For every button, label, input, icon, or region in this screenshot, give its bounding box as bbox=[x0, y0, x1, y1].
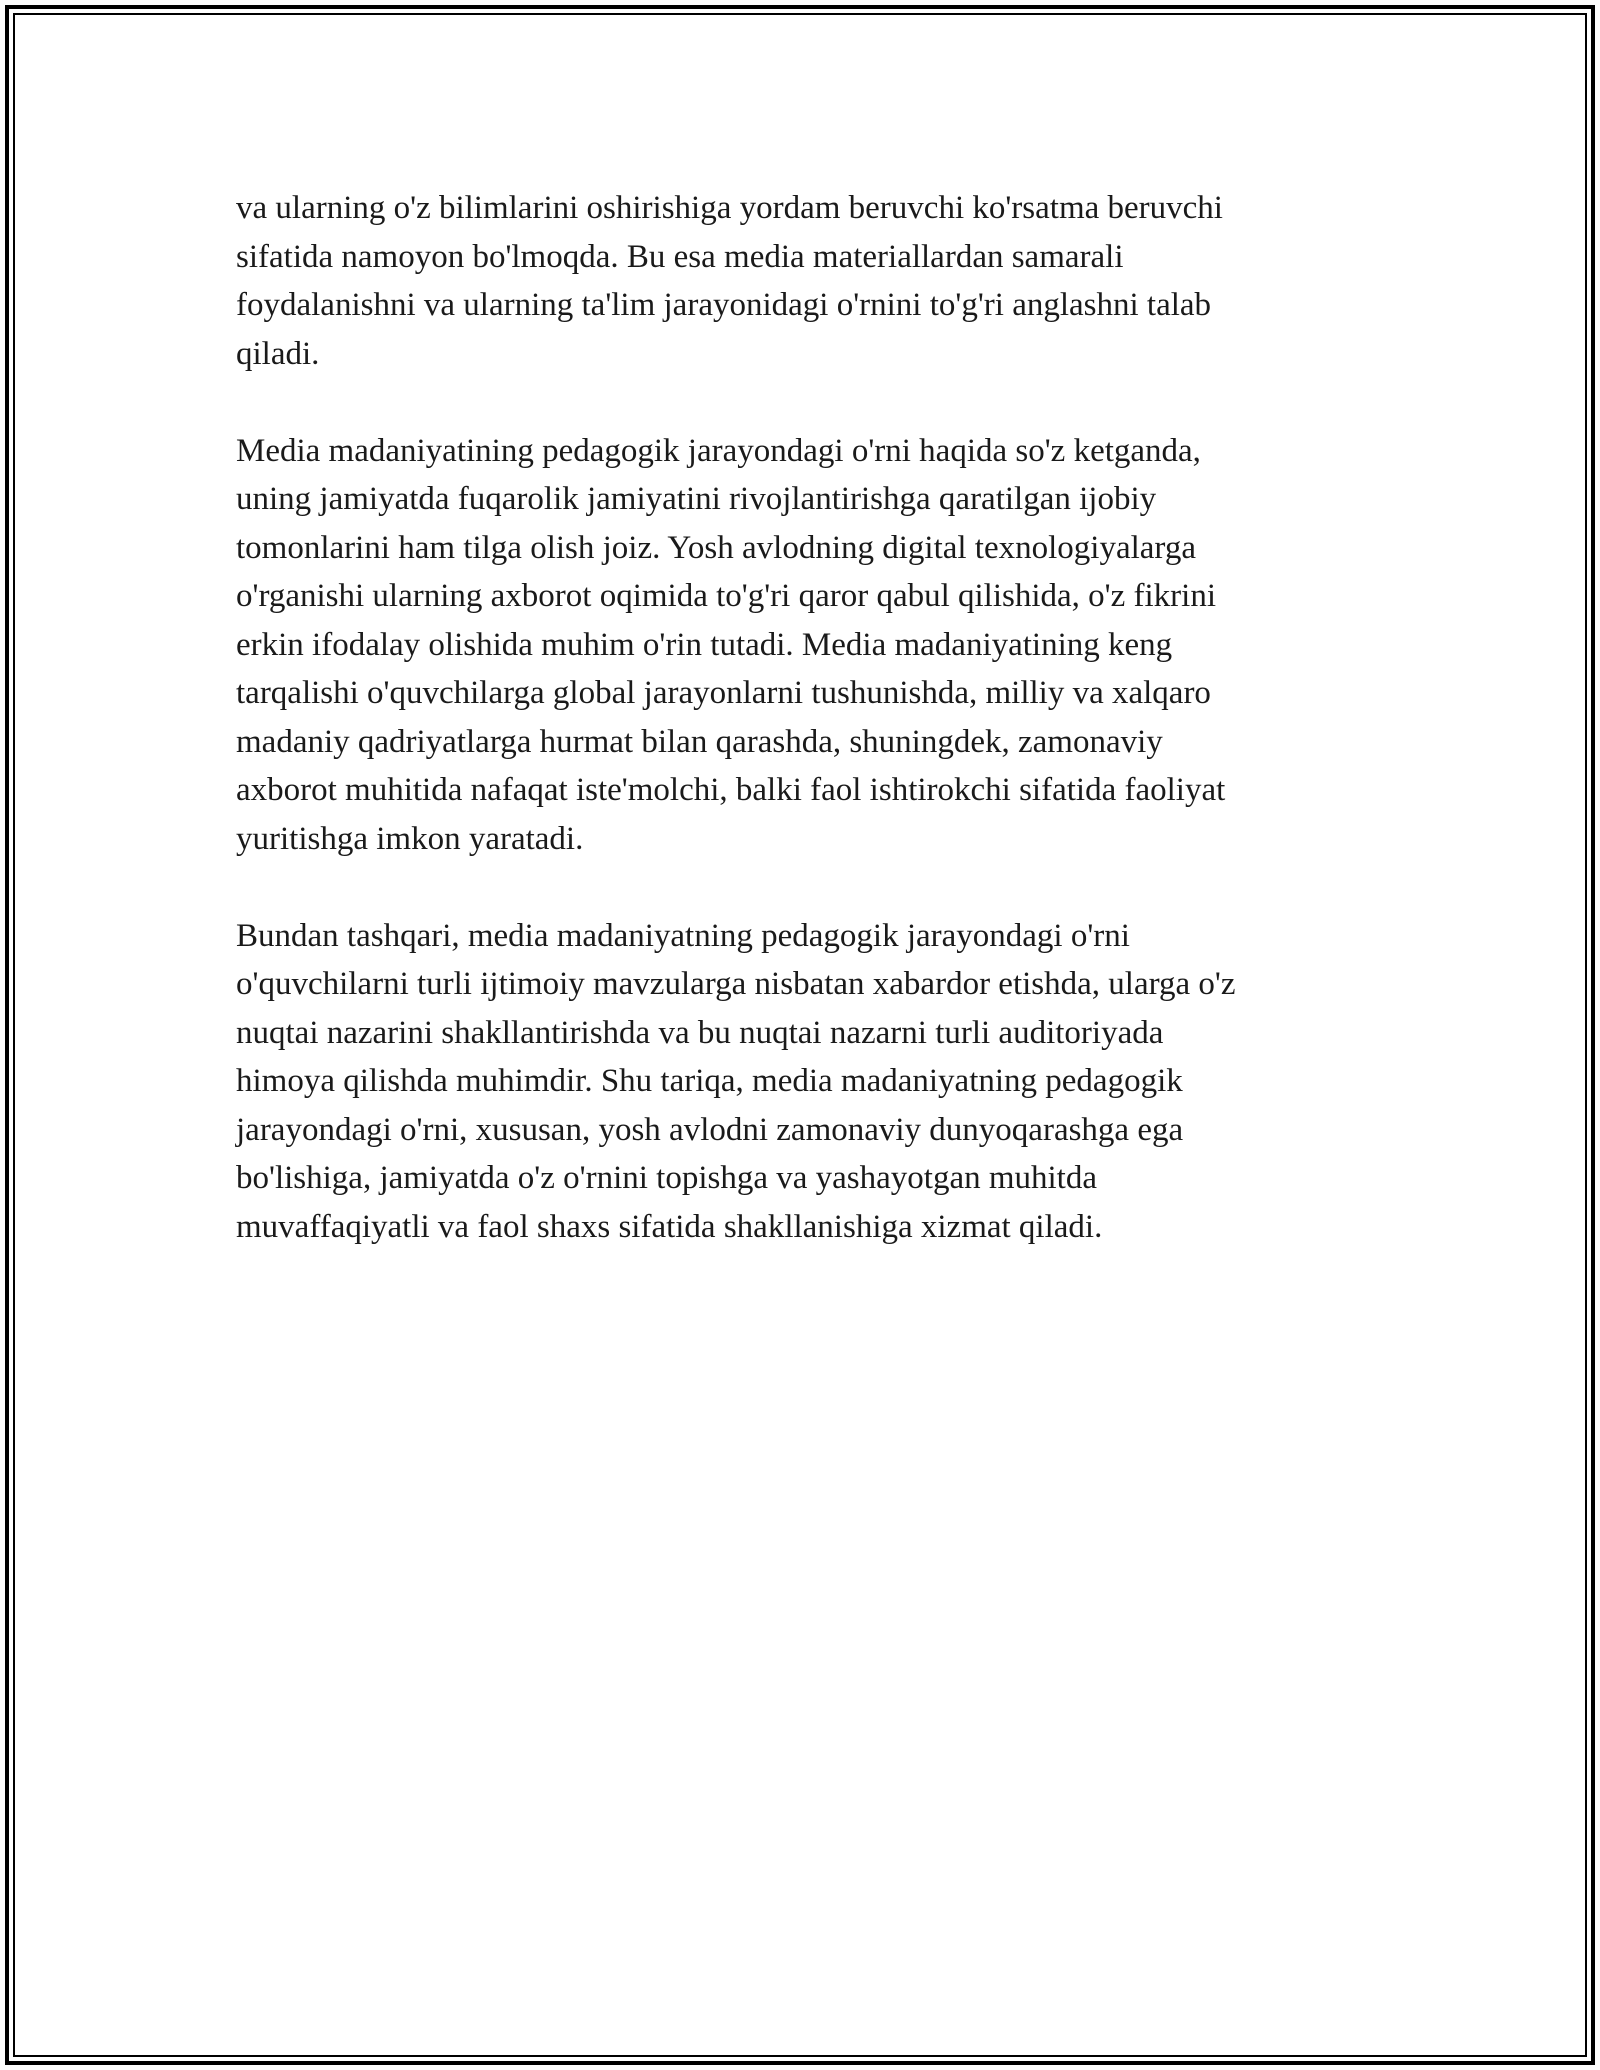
paragraph-3: Bundan tashqari, media madaniyatning pedagogik jarayondagi o'rni o'quvchilarni turli ijtimoiy mavzularga nisbatan xabardor etishda, ularga o'z nuqtai nazarini shakllantirishda va bu nuqtai nazarni turli auditoriyada himoya qilishda muhimdir. Shu tariqa, media madaniyatning pedagogik jarayondagi o'rni, xususan, yosh avlodni zamonaviy dunyoqarashga ega bo'lishiga, jamiyatda o'z o'rnini topishga va yashayotgan muhitda muvaffaqiyatli va faol shaxs sifatida shakllanishiga xizmat qiladi. bbox=[236, 917, 1236, 1245]
paragraph-1: va ularning o'z bilimlarini oshirishiga yordam beruvchi ko'rsatma beruvchi sifatida namoyon bo'lmoqda. Bu esa media materiallardan samarali foydalanishni va ularning ta'lim jarayonidagi o'rnini to'g'ri anglashni talab qiladi. bbox=[236, 190, 1223, 372]
document-body bbox=[236, 184, 1366, 1300]
paragraph-2: Media madaniyatining pedagogik jarayondagi o'rni haqida so'z ketganda, uning jamiyatda fuqarolik jamiyatini rivojlantirishga qaratilgan ijobiy tomonlarini ham tilga olish joiz. Yosh avlodning digital texnologiyalarga o'rganishi ularning axborot oqimida to'g'ri qaror qabul qilishida, o'z fikrini erkin ifodalay olishida muhim o'rin tutadi. Media madaniyatining keng tarqalishi o'quvchilarga global jarayonlarni tushunishda, milliy va xalqaro madaniy qadriyatlarga hurmat bilan qarashda, shuningdek, zamonaviy axborot muhitida nafaqat iste'molchi, balki faol ishtirokchi sifatida faoliyat yuritishga imkon yaratadi. bbox=[236, 432, 1226, 857]
